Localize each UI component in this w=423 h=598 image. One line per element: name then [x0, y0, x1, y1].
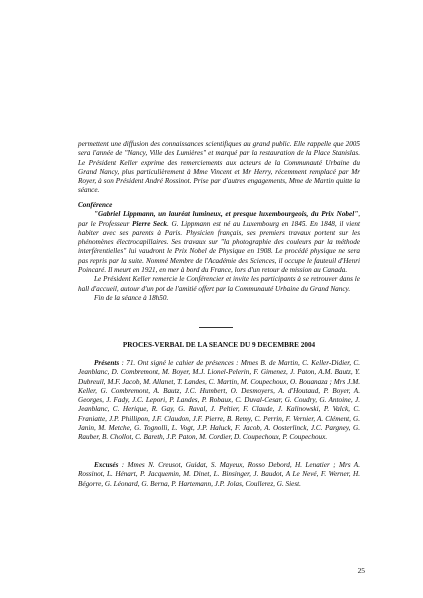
section-divider [199, 327, 233, 328]
conference-paragraph [78, 210, 360, 275]
conference-heading: Conférence [78, 201, 113, 209]
conference-title: "Gabriel Lippmann, un lauréat lumineux, et presque luxembourgeois, du Prix Nobel" [94, 210, 359, 219]
page-number: 25 [357, 566, 365, 575]
excuses-text: : Mmes N. Creusot, Guidat, S. Mayeux, Rosso Debord, H. Lenatier ; Mrs A. Rossinot, L. Hénart, P. Jacquemin, M. Dinet, L. Binsinger, J. Baudot, A Le Nevé, F. Werner, H. Bégorre, G. Léonard, G. Berna, P. Hartemann, J.P. Jolas, Coullerez, G. Siest. [78, 461, 360, 488]
presents-paragraph [78, 359, 360, 443]
intro-text: permettent une diffusion des connaissances scientifiques au grand public. Elle rappelle que 2005 sera l'année de "Nancy, Ville des Lumières" et marqué par la restauration de la Place Stanislas. Le Président Keller exprime des remerciements aux acteurs de la Communauté Urbaine du Grand Nancy, plus particulièrement à Mme Vincent et Mr Herry, récemment remplacé par Mr Royer, à son Président André Rossinot. Prise par d'autres engagements, Mme de Martin quitte la séance. [78, 140, 360, 195]
session-end: Fin de la séance à 18h50. [94, 293, 169, 302]
conference-section [78, 201, 360, 303]
excuses-label: Excusés [94, 461, 119, 469]
excuses-paragraph [78, 461, 360, 489]
conference-body: . G. Lippmann est né au Luxembourg en 1845. En 1848, il vient habiter avec ses parents à Paris. Physicien français, ses premiers travaux portent sur les phénomènes électrocapillaires. Ses travaux sur "la photographie des couleurs par la méthode interférentielles" lui vaudront le Prix Nobel de Physique en 1908. Le procédé physique ne sera pas repris par la suite. Nommé Membre de l'Académie des Sciences, il occupe le fauteuil d'Henri Poincaré. Il meurt en 1921, en mer à bord du France, lors d'un retour de mission au Canada. [78, 219, 360, 275]
proces-verbal-heading: PROCES-VERBAL DE LA SEANCE DU 9 DECEMBRE 2004 [122, 341, 316, 349]
intro-paragraph [78, 140, 360, 196]
conference-speaker: Pierre Seck [132, 219, 168, 228]
presents-text: : 71. Ont signé le cahier de présences : Mmes B. de Martin, C. Keller-Didier, C. Jeanblanc, D. Combremont, M. Boyer, M.J. Lionel-Pelerin, F. Gimenez, J. Paton, A.M. Bautz, Y. Dubreuil, M.F. Jacob, M. Allanet, T. Landes, C. Martin, M. Coupechoux, O. Bouanaza ; Mrs J.M. Keller, G. Combremont, A. Bautz, J.C. Humbert, O. Desmoyers, A. d'Houtaud, P. Boyer, A. Georges, J. Fady, J.C. Lepori, P. Landes, P. Robaux, C. Duval-Cesar, G. Coudry, G. Antoine, J. Jeanblanc, C. Herique, R. Gay, G. Raval, J. Peltier, F. Claude, J. Kalinowski, P. Valck, C. Franiatte, J.P. Phillipon, J.F. Claudon, J.F. Pierre, B. Remy, C. Perrin, F. Vernier, A. Clément, G. Janin, M. Metche, G. Tognolli, L. Vogt, J.P. Haluck, F. Jacob, A. Oosterlinck, J.C. Pargney, G. Rauber, B. Chollot, C. Bareth, J.P. Paton, M. Cordier, D. Coupechoux, P. Coupechoux. [78, 359, 360, 442]
conference-thanks: Le Président Keller remercie le Conférencier et invite les participants à se retrouver dans le hall d'accueil, autour d'un pot de l'amitié offert par la Communauté Urbaine du Grand Nancy. [78, 275, 360, 293]
presents-label: Présents [94, 359, 120, 367]
conference-speaker-prefix: , par le Professeur [78, 210, 360, 228]
